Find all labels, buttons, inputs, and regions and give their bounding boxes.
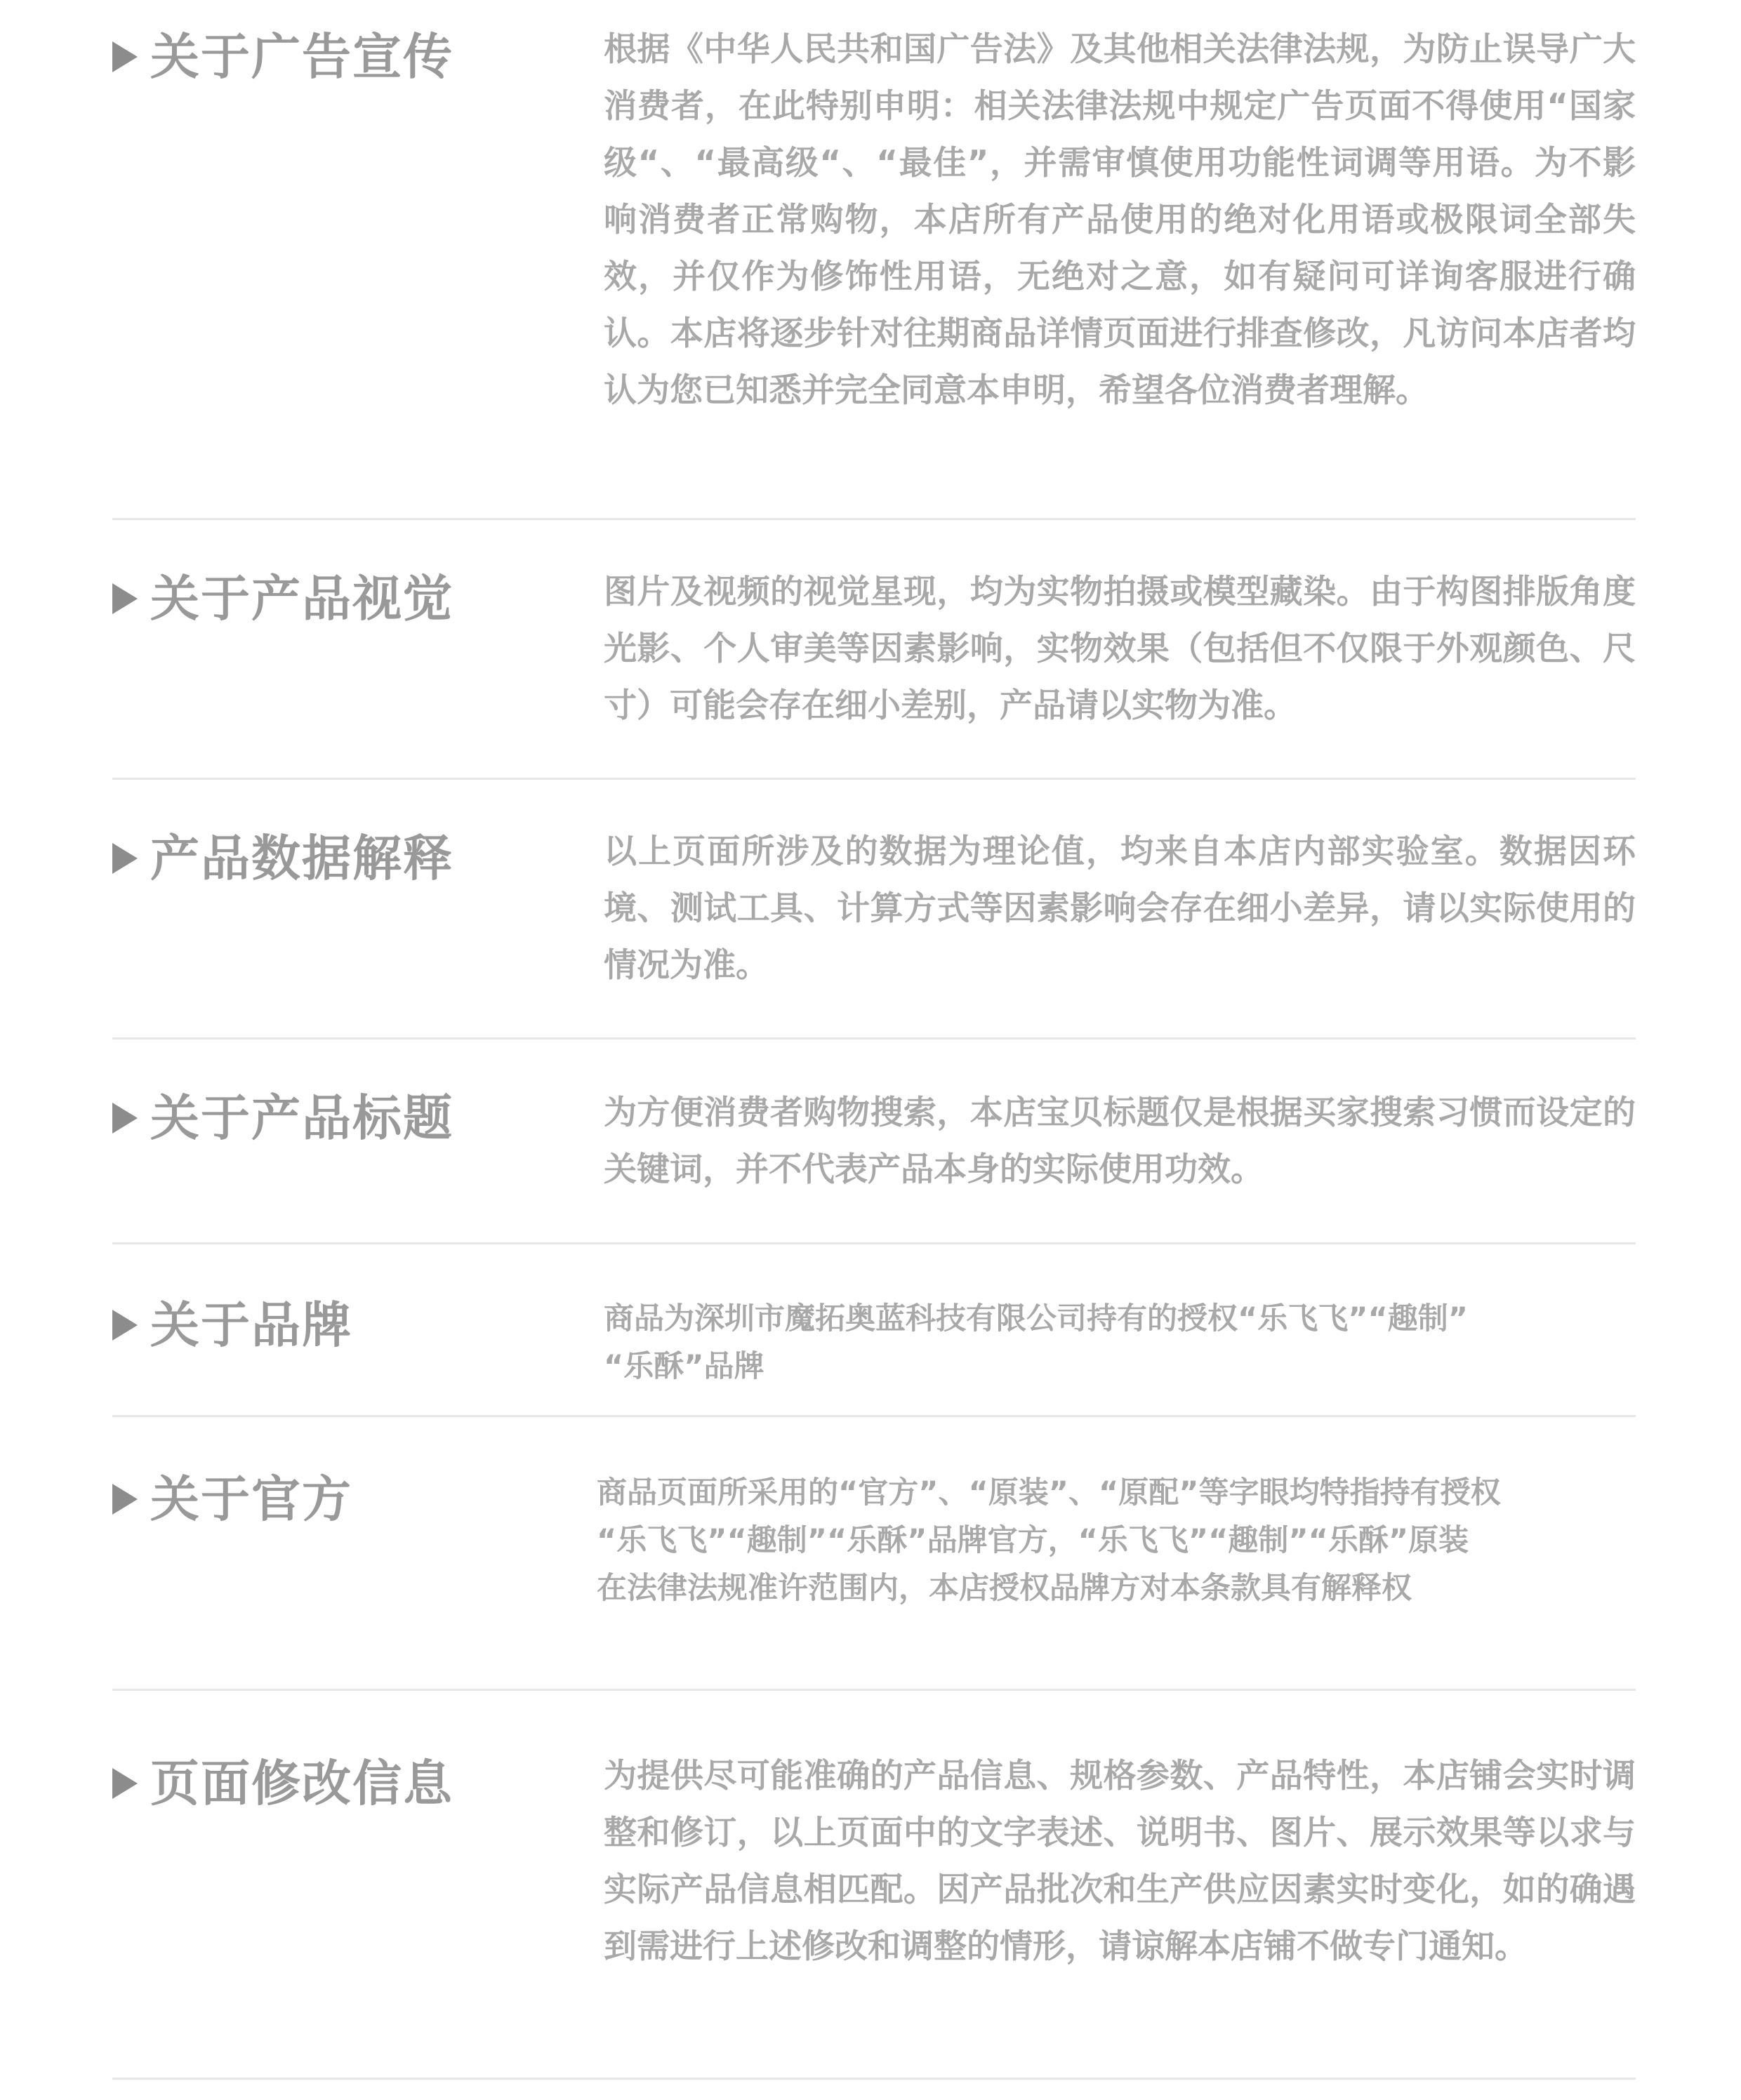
section-title: 关于产品视觉 (150, 570, 454, 627)
section-heading (112, 1755, 454, 1812)
triangle-right-icon (112, 41, 138, 72)
divider (112, 1037, 1636, 1039)
section-body: 商品为深圳市魔拓奥蓝科技有限公司持有的授权“乐飞飞”“趣制” “乐酥”品牌 (604, 1301, 1469, 1384)
triangle-right-icon (112, 1103, 138, 1134)
section-body: 为方便消费者购物搜索，本店宝贝标题仅是根据买家搜索习惯而设定的关键词，并不代表产品本身的实际使用功效。 (604, 1094, 1636, 1189)
section-body: 根据《中华人民共和国广告法》及其他相关法律法规，为防止误导广大消费者，在此特别申明：相关法律法规中规定广告页面不得使用“国家级“、“最高级“、“最佳”，并需审慎使用功能性词调等用语。为不影响消费者正常购物，本店所有产品使用的绝对化用语或极限词全部失效，并仅作为修饰性用语，无绝对之意，如有疑问可详询客服进行确认。本店将逐步针对往期商品详情页面进行排查修改，凡访问本店者均认为您已知悉并完全同意本申明，希望各位消费者理解。 (604, 30, 1636, 410)
section-heading (112, 1470, 352, 1528)
section-body: 商品页面所采用的“官方”、“原装”、“原配”等字眼均特指持有授权 “乐飞飞”“趣制”“乐酥”品牌官方，“乐飞飞”“趣制”“乐酥”原装 在法律法规准许范围内，本店授权品牌方对本条款具有解释权 (597, 1475, 1501, 1606)
section-title: 关于产品标题 (150, 1089, 454, 1147)
section-title: 页面修改信息 (150, 1755, 454, 1812)
divider (112, 1242, 1636, 1244)
section-title: 关于品牌 (150, 1296, 352, 1354)
triangle-right-icon (112, 1768, 138, 1799)
divider (112, 2078, 1636, 2080)
divider (112, 1689, 1636, 1691)
section-heading (112, 28, 454, 86)
section-heading (112, 1296, 352, 1354)
section-heading (112, 830, 454, 887)
divider (112, 1415, 1636, 1417)
divider (112, 778, 1636, 780)
section-heading (112, 1089, 454, 1147)
section-title: 关于官方 (150, 1470, 352, 1528)
section-body: 以上页面所涉及的数据为理论值，均来自本店内部实验室。数据因环境、测试工具、计算方式等因素影响会存在细小差异，请以实际使用的情况为准。 (604, 832, 1636, 985)
section-body: 为提供尽可能准确的产品信息、规格参数、产品特性，本店铺会实时调整和修订，以上页面中的文字表述、说明书、图片、展示效果等以求与实际产品信息相匹配。因产品批次和生产供应因素实时变化，如的确遇到需进行上述修改和调整的情形，请谅解本店铺不做专门通知。 (604, 1757, 1636, 1966)
section-heading (112, 570, 454, 627)
section-body: 图片及视频的视觉星现，均为实物拍摄或模型藏染。由于构图排版角度光影、个人审美等因素影响，实物效果（包括但不仅限于外观颜色、尺寸）可能会存在细小差别，产品请以实物为准。 (604, 573, 1636, 725)
section-title: 产品数据解释 (150, 830, 454, 887)
triangle-right-icon (112, 1484, 138, 1515)
triangle-right-icon (112, 1310, 138, 1341)
divider (112, 518, 1636, 520)
section-title: 关于广告宣传 (150, 28, 454, 86)
triangle-right-icon (112, 583, 138, 614)
triangle-right-icon (112, 843, 138, 874)
